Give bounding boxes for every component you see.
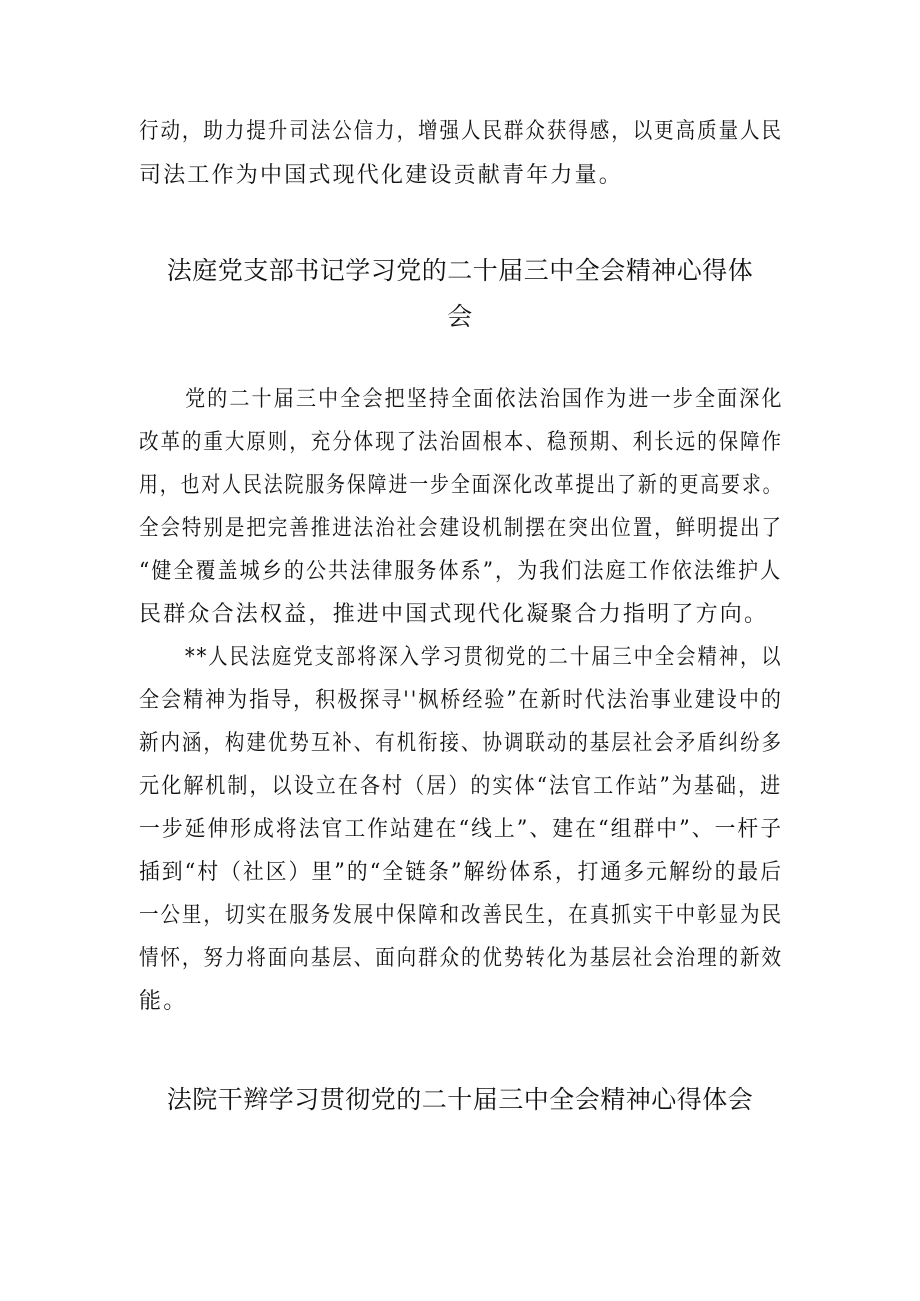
body-text-line: 元化解机制，以设立在各村（居）的实体“法官工作站”为基础，进: [139, 774, 783, 799]
body-text-line: 党的二十届三中全会把坚持全面依法治国作为进一步全面深化: [185, 387, 784, 412]
body-text-line: 插到“村（社区）里”的“全链条”解纷体系，打通多元解纷的最后: [139, 860, 784, 885]
section-title: 会: [447, 302, 473, 331]
body-text-line: 能。: [139, 989, 188, 1014]
body-text-line: 行动，助力提升司法公信力，增强人民群众获得感，以更高质量人民: [139, 119, 783, 144]
body-text-line: 改革的重大原则，充分体现了法治固根本、稳预期、利长远的保障作: [139, 430, 783, 455]
body-text-line: 一步延伸形成将法官工作站建在“线上”、建在“组群中”、一杆子: [139, 817, 784, 842]
body-text-line: 全会特别是把完善推进法治社会建设机制摆在突出位置，鲜明提出了: [139, 516, 783, 541]
body-text-line: **人民法庭党支部将深入学习贯彻党的二十届三中全会精神，以: [185, 645, 783, 670]
body-text-line: 司法工作为中国式现代化建设贡献青年力量。: [139, 163, 624, 188]
section-title: 法庭党支部书记学习党的二十届三中全会精神心得体: [166, 256, 754, 285]
body-text-line: 民群众合法权益，推进中国式现代化凝聚合力指明了方向。: [139, 602, 769, 627]
body-text-line: 全会精神为指导，积极探寻''枫桥经验”在新时代法治事业建设中的: [139, 688, 783, 713]
body-text-line: 新内涵，构建优势互补、有机衔接、协调联动的基层社会矛盾纠纷多: [139, 731, 783, 756]
body-text-line: 一公里，切实在服务发展中保障和改善民生，在真抓实干中彰显为民: [139, 903, 783, 928]
section-title: 法院干辫学习贯彻党的二十届三中全会精神心得体会: [166, 1085, 754, 1114]
body-text-line: “健全覆盖城乡的公共法律服务体系”，为我们法庭工作依法维护人: [139, 559, 783, 584]
body-text-line: 用，也对人民法院服务保障进一步全面深化改革提出了新的更高要求。: [139, 473, 784, 498]
body-text-line: 情怀，努力将面向基层、面向群众的优势转化为基层社会治理的新效: [139, 946, 783, 971]
